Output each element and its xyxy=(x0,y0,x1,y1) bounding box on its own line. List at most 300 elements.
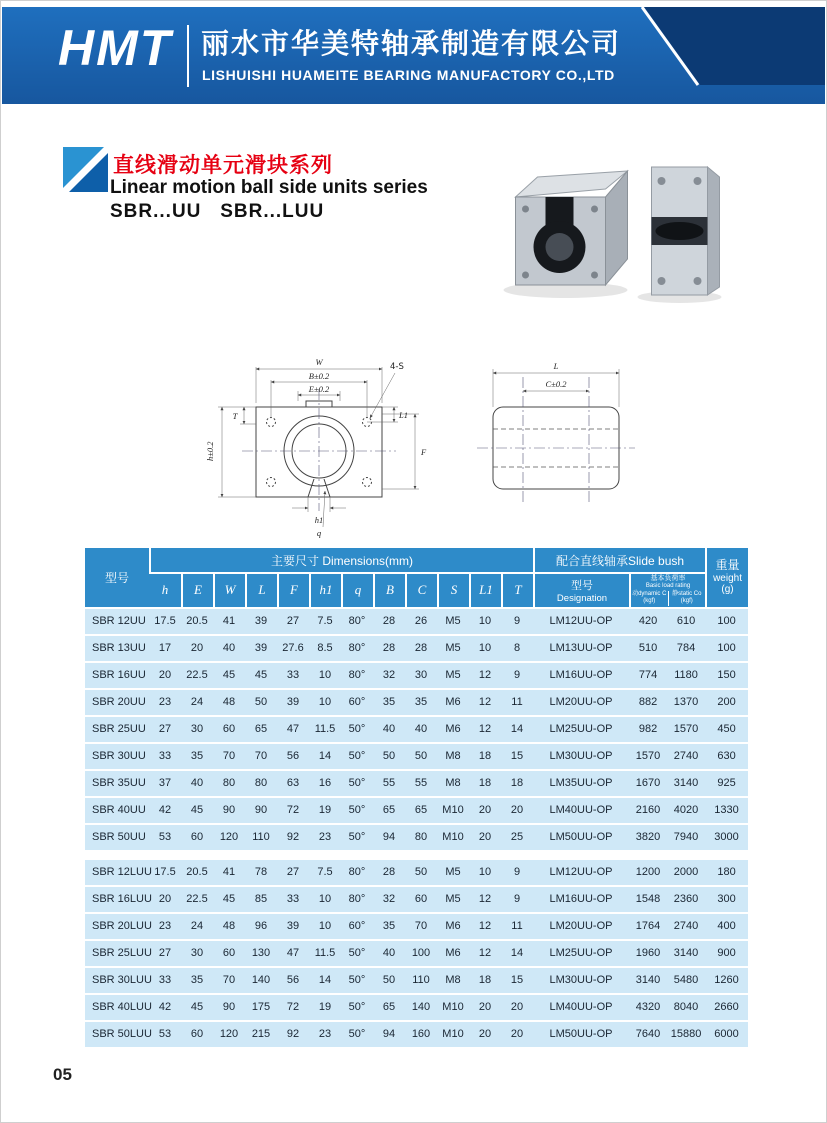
cell-q: 80° xyxy=(341,663,373,688)
cell-e: 35 xyxy=(181,968,213,993)
cell-weight: 1330 xyxy=(705,798,748,823)
table-row xyxy=(85,968,748,993)
cell-w: 45 xyxy=(213,663,245,688)
cell-q: 50° xyxy=(341,825,373,850)
cell-static-load: 2740 xyxy=(667,914,705,939)
cell-static-load: 15880 xyxy=(667,1022,705,1047)
cell-f: 92 xyxy=(277,1022,309,1047)
table-row xyxy=(85,825,748,850)
cell-c: 70 xyxy=(405,914,437,939)
cell-h: 17 xyxy=(149,636,181,661)
cell-c: 160 xyxy=(405,1022,437,1047)
cell-t: 14 xyxy=(501,717,533,742)
cell-f: 47 xyxy=(277,717,309,742)
cell-w: 48 xyxy=(213,914,245,939)
cell-l1: 10 xyxy=(469,609,501,634)
cell-h1: 14 xyxy=(309,968,341,993)
cell-l: 175 xyxy=(245,995,277,1020)
cell-designation: LM25UU-OP xyxy=(533,941,629,966)
cell-h1: 14 xyxy=(309,744,341,769)
cell-dynamic-load: 1960 xyxy=(629,941,667,966)
cell-q: 80° xyxy=(341,609,373,634)
cell-b: 28 xyxy=(373,609,405,634)
cell-f: 39 xyxy=(277,914,309,939)
cell-b: 50 xyxy=(373,744,405,769)
cell-h: 20 xyxy=(149,663,181,688)
cell-l1: 12 xyxy=(469,690,501,715)
cell-h: 42 xyxy=(149,798,181,823)
designation-label-cn: 型号 xyxy=(571,579,594,592)
cell-weight: 300 xyxy=(705,887,748,912)
cell-b: 50 xyxy=(373,968,405,993)
col-header-b: B xyxy=(373,574,405,607)
cell-weight: 150 xyxy=(705,663,748,688)
cell-c: 100 xyxy=(405,941,437,966)
banner-divider xyxy=(187,25,189,87)
cell-l: 39 xyxy=(245,609,277,634)
cell-h1: 23 xyxy=(309,825,341,850)
cell-model: SBR 25UU xyxy=(85,717,149,742)
cell-q: 60° xyxy=(341,690,373,715)
cell-h: 27 xyxy=(149,717,181,742)
cell-model: SBR 20UU xyxy=(85,690,149,715)
header-banner xyxy=(2,7,825,104)
cell-designation: LM35UU-OP xyxy=(533,771,629,796)
page-number: 05 xyxy=(53,1065,72,1084)
cell-f: 92 xyxy=(277,825,309,850)
table-row xyxy=(85,636,748,661)
series-title-en: Linear motion ball side units series xyxy=(110,177,428,198)
cell-f: 27.6 xyxy=(277,636,309,661)
cell-dynamic-load: 4320 xyxy=(629,995,667,1020)
company-name-en: LISHUISHI HUAMEITE BEARING MANUFACTORY CO.,LTD xyxy=(202,67,615,83)
cell-model: SBR 12UU xyxy=(85,609,149,634)
weight-label-unit: (g) xyxy=(721,584,734,596)
cell-designation: LM12UU-OP xyxy=(533,609,629,634)
cell-weight: 180 xyxy=(705,860,748,885)
col-header-l: L xyxy=(245,574,277,607)
table-body-luu xyxy=(85,860,748,1047)
cell-b: 35 xyxy=(373,690,405,715)
cell-t: 15 xyxy=(501,968,533,993)
cell-l: 45 xyxy=(245,663,277,688)
dim-label-e: E±0.2 xyxy=(308,384,330,394)
table-row xyxy=(85,1022,748,1047)
cell-static-load: 8040 xyxy=(667,995,705,1020)
cell-model: SBR 30LUU xyxy=(85,968,149,993)
cell-l1: 20 xyxy=(469,798,501,823)
col-header-static: 静static Co (kgf) xyxy=(668,591,706,606)
cell-l1: 18 xyxy=(469,744,501,769)
cell-q: 50° xyxy=(341,798,373,823)
cell-l: 130 xyxy=(245,941,277,966)
cell-t: 9 xyxy=(501,887,533,912)
product-photo xyxy=(493,157,738,307)
cell-weight: 100 xyxy=(705,609,748,634)
cell-static-load: 7940 xyxy=(667,825,705,850)
cell-t: 18 xyxy=(501,771,533,796)
cell-f: 63 xyxy=(277,771,309,796)
cell-static-load: 4020 xyxy=(667,798,705,823)
cell-q: 50° xyxy=(341,941,373,966)
col-header-q: q xyxy=(341,574,373,607)
weight-label-en: weight xyxy=(713,572,742,584)
cell-dynamic-load: 510 xyxy=(629,636,667,661)
cell-h: 37 xyxy=(149,771,181,796)
table-row xyxy=(85,690,748,715)
cell-static-load: 1570 xyxy=(667,717,705,742)
cell-f: 27 xyxy=(277,609,309,634)
cell-weight: 925 xyxy=(705,771,748,796)
cell-dynamic-load: 1548 xyxy=(629,887,667,912)
cell-model: SBR 40UU xyxy=(85,798,149,823)
cell-q: 80° xyxy=(341,636,373,661)
cell-static-load: 610 xyxy=(667,609,705,634)
cell-w: 70 xyxy=(213,968,245,993)
col-header-load-rating xyxy=(629,574,705,607)
cell-s: M5 xyxy=(437,609,469,634)
cell-w: 45 xyxy=(213,887,245,912)
cell-model: SBR 16LUU xyxy=(85,887,149,912)
table-body-uu xyxy=(85,609,748,850)
cell-c: 50 xyxy=(405,860,437,885)
table-row xyxy=(85,771,748,796)
cell-q: 50° xyxy=(341,771,373,796)
cell-h: 42 xyxy=(149,995,181,1020)
cell-h1: 19 xyxy=(309,798,341,823)
cell-b: 32 xyxy=(373,663,405,688)
cell-h1: 10 xyxy=(309,663,341,688)
dim-label-q: q xyxy=(316,528,322,538)
cell-l1: 12 xyxy=(469,914,501,939)
dim-label-w: W xyxy=(315,357,323,367)
cell-model: SBR 50LUU xyxy=(85,1022,149,1047)
cell-l1: 20 xyxy=(469,825,501,850)
cell-e: 60 xyxy=(181,825,213,850)
cell-t: 11 xyxy=(501,690,533,715)
table-row xyxy=(85,663,748,688)
cell-l: 65 xyxy=(245,717,277,742)
cell-dynamic-load: 420 xyxy=(629,609,667,634)
cell-c: 60 xyxy=(405,887,437,912)
cell-l: 78 xyxy=(245,860,277,885)
cell-e: 40 xyxy=(181,771,213,796)
cell-f: 56 xyxy=(277,968,309,993)
cell-f: 47 xyxy=(277,941,309,966)
col-header-e: E xyxy=(181,574,213,607)
cell-q: 50° xyxy=(341,1022,373,1047)
cell-static-load: 5480 xyxy=(667,968,705,993)
cell-static-load: 2000 xyxy=(667,860,705,885)
cell-static-load: 2360 xyxy=(667,887,705,912)
cell-model: SBR 13UU xyxy=(85,636,149,661)
cell-c: 80 xyxy=(405,825,437,850)
cell-h1: 10 xyxy=(309,887,341,912)
cell-l: 90 xyxy=(245,798,277,823)
cell-dynamic-load: 1670 xyxy=(629,771,667,796)
cell-weight: 200 xyxy=(705,690,748,715)
cell-designation: LM40UU-OP xyxy=(533,995,629,1020)
cell-l1: 20 xyxy=(469,1022,501,1047)
dim-label-c: C±0.2 xyxy=(545,379,567,389)
cell-c: 50 xyxy=(405,744,437,769)
cell-l: 70 xyxy=(245,744,277,769)
cell-model: SBR 35UU xyxy=(85,771,149,796)
cell-w: 70 xyxy=(213,744,245,769)
cell-designation: LM12UU-OP xyxy=(533,860,629,885)
cell-t: 8 xyxy=(501,636,533,661)
cell-dynamic-load: 3820 xyxy=(629,825,667,850)
table-row xyxy=(85,744,748,769)
cell-weight: 3000 xyxy=(705,825,748,850)
cell-q: 50° xyxy=(341,717,373,742)
cell-model: SBR 16UU xyxy=(85,663,149,688)
cell-h1: 7.5 xyxy=(309,860,341,885)
cell-s: M5 xyxy=(437,860,469,885)
cell-designation: LM50UU-OP xyxy=(533,1022,629,1047)
cell-q: 50° xyxy=(341,995,373,1020)
cell-t: 20 xyxy=(501,995,533,1020)
cell-b: 94 xyxy=(373,825,405,850)
cell-weight: 900 xyxy=(705,941,748,966)
cell-l: 39 xyxy=(245,636,277,661)
cell-e: 35 xyxy=(181,744,213,769)
cell-designation: LM20UU-OP xyxy=(533,690,629,715)
series-icon xyxy=(63,147,108,192)
cell-weight: 630 xyxy=(705,744,748,769)
cell-l1: 12 xyxy=(469,717,501,742)
cell-w: 120 xyxy=(213,1022,245,1047)
cell-designation: LM50UU-OP xyxy=(533,825,629,850)
cell-e: 24 xyxy=(181,914,213,939)
cell-weight: 6000 xyxy=(705,1022,748,1047)
cell-l1: 10 xyxy=(469,636,501,661)
cell-b: 40 xyxy=(373,717,405,742)
cell-b: 32 xyxy=(373,887,405,912)
cell-q: 80° xyxy=(341,860,373,885)
col-header-model: 型号 xyxy=(85,548,149,607)
dim-label-f: F xyxy=(421,447,427,457)
col-header-h: h xyxy=(149,574,181,607)
cell-s: M6 xyxy=(437,914,469,939)
cell-l1: 10 xyxy=(469,860,501,885)
table-row xyxy=(85,717,748,742)
cell-h1: 11.5 xyxy=(309,941,341,966)
cell-b: 94 xyxy=(373,1022,405,1047)
cell-l1: 18 xyxy=(469,771,501,796)
cell-f: 72 xyxy=(277,798,309,823)
cell-dynamic-load: 7640 xyxy=(629,1022,667,1047)
cell-f: 39 xyxy=(277,690,309,715)
cell-c: 35 xyxy=(405,690,437,715)
cell-b: 55 xyxy=(373,771,405,796)
cell-h: 33 xyxy=(149,744,181,769)
cell-s: M10 xyxy=(437,825,469,850)
cell-f: 33 xyxy=(277,887,309,912)
cell-h: 20 xyxy=(149,887,181,912)
cell-w: 41 xyxy=(213,860,245,885)
table-row xyxy=(85,941,748,966)
cell-b: 65 xyxy=(373,798,405,823)
cell-weight: 100 xyxy=(705,636,748,661)
cell-s: M10 xyxy=(437,1022,469,1047)
cell-l1: 12 xyxy=(469,941,501,966)
cell-h: 23 xyxy=(149,690,181,715)
cell-t: 9 xyxy=(501,860,533,885)
dim-label-l: L xyxy=(553,361,559,371)
cell-t: 20 xyxy=(501,798,533,823)
cell-dynamic-load: 2160 xyxy=(629,798,667,823)
col-header-w: W xyxy=(213,574,245,607)
side-view-drawing xyxy=(463,343,653,518)
cell-static-load: 1180 xyxy=(667,663,705,688)
cell-e: 45 xyxy=(181,995,213,1020)
section-gap xyxy=(85,852,748,858)
cell-c: 55 xyxy=(405,771,437,796)
cell-e: 30 xyxy=(181,717,213,742)
cell-t: 25 xyxy=(501,825,533,850)
cell-f: 33 xyxy=(277,663,309,688)
cell-l: 80 xyxy=(245,771,277,796)
col-header-l1: L1 xyxy=(469,574,501,607)
cell-h1: 10 xyxy=(309,914,341,939)
cell-l1: 20 xyxy=(469,995,501,1020)
cell-s: M5 xyxy=(437,636,469,661)
table-row xyxy=(85,860,748,885)
col-header-weight xyxy=(705,548,748,607)
cell-q: 50° xyxy=(341,744,373,769)
cell-w: 60 xyxy=(213,717,245,742)
cell-h: 27 xyxy=(149,941,181,966)
table-header xyxy=(85,548,748,607)
dim-label-4s: 4-S xyxy=(390,362,404,372)
cell-e: 20.5 xyxy=(181,860,213,885)
cell-e: 22.5 xyxy=(181,663,213,688)
cell-s: M10 xyxy=(437,798,469,823)
cell-w: 120 xyxy=(213,825,245,850)
cell-h1: 11.5 xyxy=(309,717,341,742)
cell-e: 22.5 xyxy=(181,887,213,912)
cell-s: M8 xyxy=(437,968,469,993)
cell-t: 20 xyxy=(501,1022,533,1047)
table-row xyxy=(85,914,748,939)
cell-designation: LM40UU-OP xyxy=(533,798,629,823)
cell-dynamic-load: 882 xyxy=(629,690,667,715)
bearing-block-open xyxy=(516,171,628,285)
dim-label-t: T xyxy=(232,411,238,421)
cell-designation: LM13UU-OP xyxy=(533,636,629,661)
cell-w: 80 xyxy=(213,771,245,796)
cell-t: 15 xyxy=(501,744,533,769)
cell-s: M6 xyxy=(437,690,469,715)
col-header-f: F xyxy=(277,574,309,607)
cell-e: 20.5 xyxy=(181,609,213,634)
cell-weight: 1260 xyxy=(705,968,748,993)
load-rating-label: 基本负荷率 Basic load rating xyxy=(645,575,691,590)
company-logo: HMT xyxy=(58,20,173,76)
cell-e: 24 xyxy=(181,690,213,715)
table-row xyxy=(85,995,748,1020)
cell-q: 50° xyxy=(341,968,373,993)
cell-h1: 16 xyxy=(309,771,341,796)
cell-dynamic-load: 982 xyxy=(629,717,667,742)
cell-e: 20 xyxy=(181,636,213,661)
bearing-block-long xyxy=(652,167,720,295)
cell-h: 17.5 xyxy=(149,609,181,634)
cell-designation: LM16UU-OP xyxy=(533,887,629,912)
cell-e: 30 xyxy=(181,941,213,966)
cell-dynamic-load: 1570 xyxy=(629,744,667,769)
cell-e: 60 xyxy=(181,1022,213,1047)
cell-t: 9 xyxy=(501,609,533,634)
cell-b: 28 xyxy=(373,860,405,885)
cell-b: 35 xyxy=(373,914,405,939)
cell-l1: 12 xyxy=(469,663,501,688)
cell-s: M10 xyxy=(437,995,469,1020)
cell-l1: 18 xyxy=(469,968,501,993)
cell-model: SBR 50UU xyxy=(85,825,149,850)
cell-c: 26 xyxy=(405,609,437,634)
cell-l: 215 xyxy=(245,1022,277,1047)
cell-model: SBR 30UU xyxy=(85,744,149,769)
cell-weight: 450 xyxy=(705,717,748,742)
cell-l: 96 xyxy=(245,914,277,939)
cell-h: 33 xyxy=(149,968,181,993)
cell-h1: 7.5 xyxy=(309,609,341,634)
cell-dynamic-load: 1764 xyxy=(629,914,667,939)
cell-static-load: 3140 xyxy=(667,941,705,966)
cell-static-load: 2740 xyxy=(667,744,705,769)
cell-s: M5 xyxy=(437,887,469,912)
cell-h1: 23 xyxy=(309,1022,341,1047)
cell-w: 41 xyxy=(213,609,245,634)
cell-designation: LM20UU-OP xyxy=(533,914,629,939)
table-row xyxy=(85,609,748,634)
cell-s: M5 xyxy=(437,663,469,688)
designation-label-en: Designation xyxy=(556,592,608,604)
cell-b: 28 xyxy=(373,636,405,661)
table-row xyxy=(85,887,748,912)
cell-s: M8 xyxy=(437,744,469,769)
cell-model: SBR 20LUU xyxy=(85,914,149,939)
cell-w: 90 xyxy=(213,995,245,1020)
cell-l: 85 xyxy=(245,887,277,912)
cell-static-load: 3140 xyxy=(667,771,705,796)
cell-c: 40 xyxy=(405,717,437,742)
cell-designation: LM16UU-OP xyxy=(533,663,629,688)
company-name-cn: 丽水市华美特轴承制造有限公司 xyxy=(201,28,622,59)
cell-weight: 2660 xyxy=(705,995,748,1020)
col-header-dynamic: 动dynamic C (kgf) xyxy=(632,590,667,605)
cell-w: 90 xyxy=(213,798,245,823)
dim-label-h: h±0.2 xyxy=(205,441,215,461)
dim-label-b: B±0.2 xyxy=(308,371,330,381)
col-header-s: S xyxy=(437,574,469,607)
cell-designation: LM30UU-OP xyxy=(533,744,629,769)
cell-c: 140 xyxy=(405,995,437,1020)
dim-label-l1: L1 xyxy=(399,410,408,420)
col-header-slide-bush: 配合直线轴承Slide bush xyxy=(533,548,705,572)
cell-l: 140 xyxy=(245,968,277,993)
cell-model: SBR 25LUU xyxy=(85,941,149,966)
cell-h1: 19 xyxy=(309,995,341,1020)
cell-h: 53 xyxy=(149,825,181,850)
cell-h: 23 xyxy=(149,914,181,939)
cell-h: 53 xyxy=(149,1022,181,1047)
cell-h: 17.5 xyxy=(149,860,181,885)
cell-h1: 10 xyxy=(309,690,341,715)
series-title-cn: 直线滑动单元滑块系列 xyxy=(113,154,333,177)
